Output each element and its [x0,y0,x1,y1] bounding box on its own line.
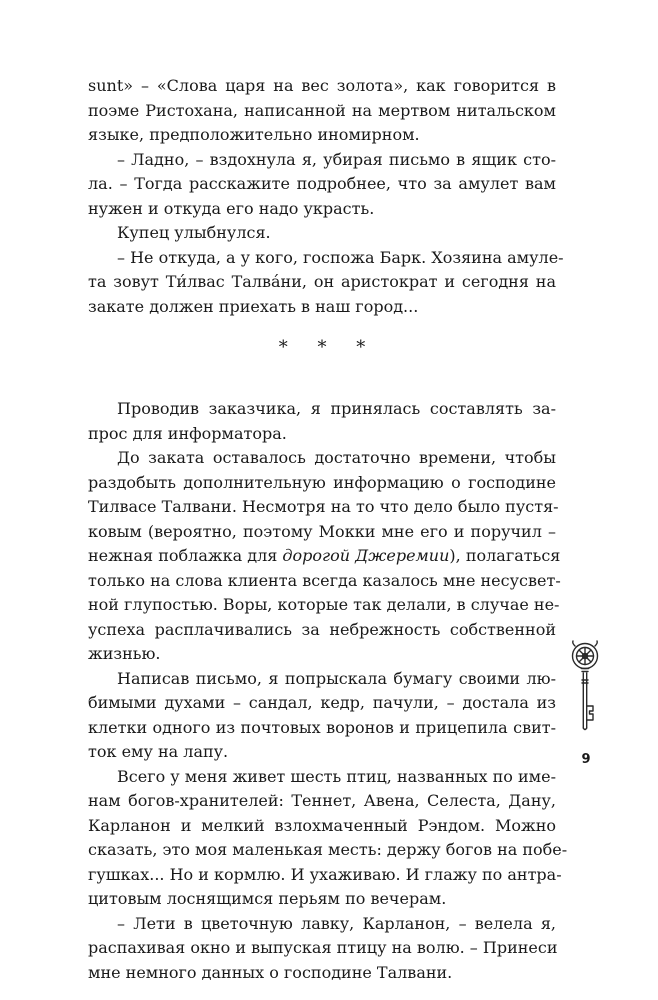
text-line: ток ему на лапу. [88,742,229,761]
text-line: только на слова клиента всегда казалось мне несусвет- [88,570,561,590]
text-line: нам богов-хранителей: Теннет, Авена, Селеста, Дану, [88,791,556,810]
text-line: прос для информатора. [88,423,287,443]
text-line: распахивая окно и выпуская птицу на волю. – Принеси [88,938,558,957]
text-line: Карланон и мелкий взлохмаченный Рэндом. Можно [88,815,556,835]
text-line: языке, предположительно иномирном. [88,125,420,144]
text-line: мне немного данных о господине Талвани. [88,962,453,982]
text-line: sunt» – «Слова царя на вес золота», как говорится в [88,76,556,95]
key-icon [566,640,604,736]
text-line: ковым (вероятно, поэтому Мокки мне его и поручил – [88,521,556,541]
text-line: сказать, это моя маленькая месть: держу богов на побе- [88,840,568,859]
paragraph [88,912,556,986]
text-line: До заката оставалось достаточно времени, чтобы [117,448,556,467]
text-line: клетки одного из почтовых воронов и прицепила свит- [88,717,556,737]
text-line: закате должен приехать в наш город... [88,296,419,316]
paragraph [88,765,568,912]
text-line: ла. – Тогда расскажите подробнее, что за амулет вам [88,174,556,193]
text-line: Проводив заказчика, я принялась составлять за- [117,399,556,418]
page-number: 9 [581,752,591,767]
paragraph [88,74,556,148]
text-line: – Ладно, – вздохнула я, убирая письмо в ящик сто- [117,149,556,169]
text-line: поэме Ристохана, написанной на мертвом нитальском [88,100,556,120]
paragraph [88,667,556,765]
paragraph [88,221,556,246]
paragraph [88,446,561,667]
text-line: Тилвасе Талвани. Несмотря на то что дело было пустя- [88,497,559,516]
text-line: – Не откуда, а у кого, госпожа Барк. Хозяина амуле- [117,247,564,267]
text-line: Всего у меня живет шесть птиц, названных по име- [117,766,556,786]
text-fragment: нежная поблажка для [88,546,283,565]
text-line: раздобыть дополнительную информацию о господине [88,472,556,492]
italic-name: дорогой Джеремии [282,546,450,565]
section-break: * * * [278,337,378,358]
text-line: жизнью. [88,644,161,663]
paragraph [88,148,556,222]
text-line: гушках... Но и кормлю. И ухаживаю. И глажу по антра- [88,864,562,884]
text-line: успеха расплачивались за небрежность собственной [88,619,556,639]
paragraph [88,397,556,446]
text-line: та зовут Ти́лвас Талва́ни, он аристократ и сегодня на [88,272,556,291]
text-line: нужен и откуда его надо украсть. [88,198,375,218]
text-line: Купец улыбнулся. [117,223,271,242]
paragraph [88,246,564,320]
text-line: Написав письмо, я попрыскала бумагу своими лю- [117,668,556,688]
text-line: – Лети в цветочную лавку, Карланон, – велела я, [117,913,556,933]
text-fragment: ), полагаться [449,546,561,565]
text-line: цитовым лоснящимся перьям по вечерам. [88,889,447,908]
text-line [88,544,561,569]
book-page-text [88,74,568,985]
text-line: бимыми духами – сандал, кедр, пачули, – достала из [88,693,556,712]
text-line: ной глупостью. Воры, которые так делали, в случае не- [88,595,560,614]
